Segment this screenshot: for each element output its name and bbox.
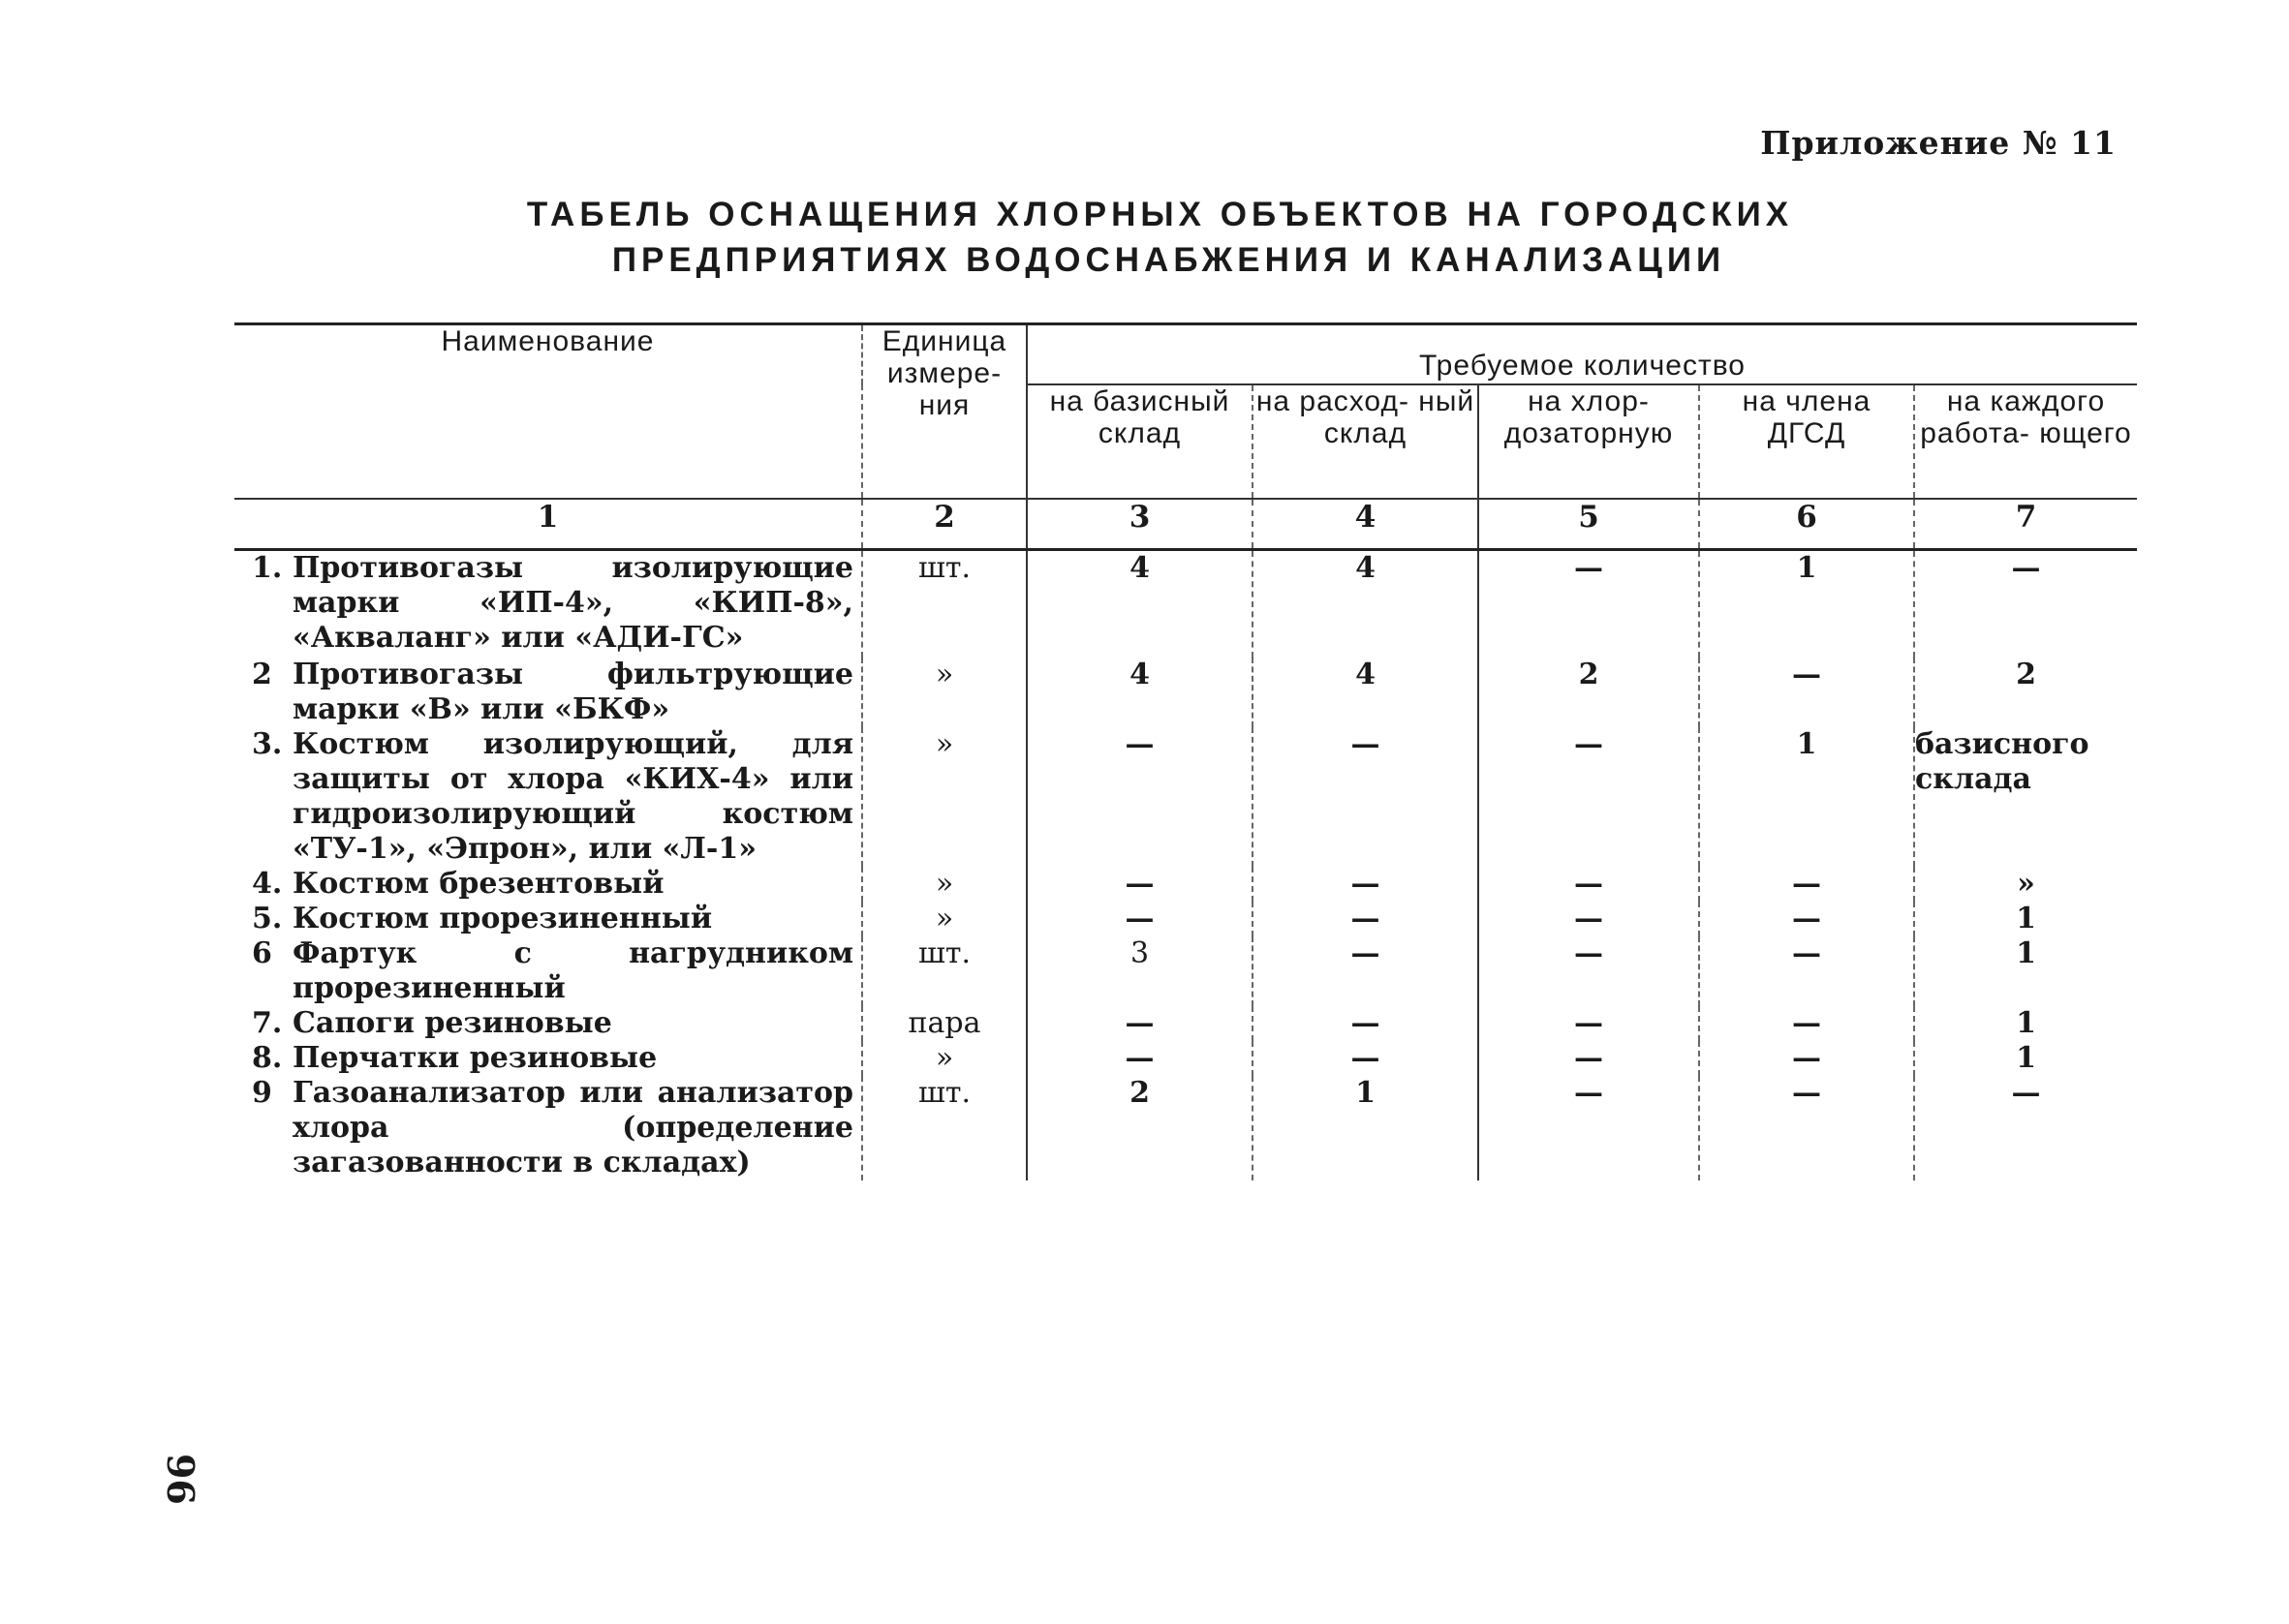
header-col-5: на хлор- дозаторную	[1478, 384, 1699, 499]
row-value-c7: 1	[1914, 902, 2137, 936]
row-name: Противогазы изолирующие марки «ИП-4», «КИП-8», «Акваланг» или «АДИ-ГС»	[293, 551, 853, 655]
table-row	[234, 550, 2137, 659]
title-line-1: ТАБЕЛЬ ОСНАЩЕНИЯ ХЛОРНЫХ ОБЪЕКТОВ НА ГОРОДСКИХ	[526, 196, 1794, 233]
row-value-c4: 4	[1253, 658, 1478, 727]
row-number: 6	[252, 936, 272, 970]
row-value-c5: —	[1478, 1076, 1699, 1180]
row-value-c6: —	[1699, 1006, 1914, 1041]
row-value-c4: —	[1253, 902, 1478, 936]
row-value-c7: 1	[1914, 936, 2137, 1006]
header-required-quantity: Требуемое количество	[1027, 324, 2137, 385]
row-value-c7: »	[1914, 867, 2137, 902]
row-value-c7: 2	[1914, 658, 2137, 727]
row-value-c5: —	[1478, 550, 1699, 659]
row-value-c5: —	[1478, 936, 1699, 1006]
row-number: 9	[252, 1076, 272, 1110]
row-name: Фартук с нагрудником прорезиненный	[293, 936, 853, 1005]
header-unit: Единица измере- ния	[862, 324, 1027, 500]
column-number: 5	[1478, 499, 1699, 550]
page-number: 96	[158, 1454, 202, 1505]
row-name: Газоанализатор или анализатор хлора (определение загазованности в складах)	[293, 1076, 853, 1180]
row-value-c3: —	[1027, 727, 1253, 867]
column-number: 7	[1914, 499, 2137, 550]
table-row	[234, 1076, 2137, 1180]
table-row	[234, 902, 2137, 936]
row-value-c6: —	[1699, 1041, 1914, 1076]
row-value-c4: —	[1253, 1041, 1478, 1076]
row-value-c6: 1	[1699, 550, 1914, 659]
row-number: 2	[252, 658, 272, 691]
row-value-c7: базисного склада	[1914, 727, 2137, 867]
row-value-c5: —	[1478, 727, 1699, 867]
row-name: Перчатки резиновые	[293, 1041, 658, 1075]
column-number: 3	[1027, 499, 1253, 550]
row-value-c3: 4	[1027, 550, 1253, 659]
row-unit: шт.	[862, 936, 1027, 1006]
row-value-c6: —	[1699, 658, 1914, 727]
column-numbers-row	[234, 499, 2137, 550]
row-value-c3: 2	[1027, 1076, 1253, 1180]
row-name: Костюм прорезиненный	[293, 902, 713, 935]
table-row	[234, 936, 2137, 1006]
row-unit: пара	[862, 1006, 1027, 1041]
table-row	[234, 727, 2137, 867]
row-value-c5: —	[1478, 867, 1699, 902]
header-col-6: на члена ДГСД	[1699, 384, 1914, 499]
column-number: 6	[1699, 499, 1914, 550]
row-value-c3: —	[1027, 867, 1253, 902]
row-value-c4: —	[1253, 1006, 1478, 1041]
row-unit: шт.	[862, 1076, 1027, 1180]
row-value-c3: 3	[1027, 936, 1253, 1006]
row-number: 5.	[252, 902, 283, 935]
row-value-c7: —	[1914, 1076, 2137, 1180]
row-unit: шт.	[862, 550, 1027, 659]
row-value-c4: 1	[1253, 1076, 1478, 1180]
row-value-c3: —	[1027, 902, 1253, 936]
row-value-c6: —	[1699, 936, 1914, 1006]
header-col-7: на каждого работа- ющего	[1914, 384, 2137, 499]
row-value-c7: 1	[1914, 1006, 2137, 1041]
row-value-c5: 2	[1478, 658, 1699, 727]
row-value-c5: —	[1478, 1041, 1699, 1076]
row-value-c3: —	[1027, 1006, 1253, 1041]
row-name: Костюм изолирующий, для защиты от хлора «КИХ-4» или гидроизолирующий костюм «ТУ-1», «Эпрон», или «Л-1»	[293, 727, 853, 866]
row-name: Противогазы фильтрующие марки «В» или «БКФ»	[293, 658, 853, 726]
equipment-table	[234, 322, 2137, 1180]
row-unit: »	[862, 867, 1027, 902]
column-number: 1	[234, 499, 862, 550]
row-number: 4.	[252, 867, 283, 901]
header-name: Наименование	[234, 324, 862, 500]
row-value-c6: 1	[1699, 727, 1914, 867]
table-row	[234, 867, 2137, 902]
row-value-c5: —	[1478, 902, 1699, 936]
row-value-c4: —	[1253, 936, 1478, 1006]
row-value-c5: —	[1478, 1006, 1699, 1041]
table-row	[234, 658, 2137, 727]
row-value-c6: —	[1699, 902, 1914, 936]
row-name: Костюм брезентовый	[293, 867, 665, 901]
row-unit: »	[862, 727, 1027, 867]
table-row	[234, 1041, 2137, 1076]
header-col-3: на базисный склад	[1027, 384, 1253, 499]
row-value-c7: —	[1914, 550, 2137, 659]
row-value-c6: —	[1699, 867, 1914, 902]
row-value-c4: —	[1253, 867, 1478, 902]
row-number: 3.	[252, 727, 283, 761]
row-name: Сапоги резиновые	[293, 1006, 612, 1040]
column-number: 2	[862, 499, 1027, 550]
row-value-c7: 1	[1914, 1041, 2137, 1076]
row-value-c4: —	[1253, 727, 1478, 867]
row-unit: »	[862, 902, 1027, 936]
page-title	[0, 192, 2289, 283]
row-value-c4: 4	[1253, 550, 1478, 659]
row-unit: »	[862, 658, 1027, 727]
appendix-label: Приложение № 11	[1760, 124, 2117, 162]
row-unit: »	[862, 1041, 1027, 1076]
row-number: 1.	[252, 551, 283, 585]
row-value-c6: —	[1699, 1076, 1914, 1180]
row-value-c3: 4	[1027, 658, 1253, 727]
row-number: 7.	[252, 1006, 283, 1040]
column-number: 4	[1253, 499, 1478, 550]
row-value-c3: —	[1027, 1041, 1253, 1076]
header-col-4: на расход- ный склад	[1253, 384, 1478, 499]
table-row	[234, 1006, 2137, 1041]
row-number: 8.	[252, 1041, 283, 1075]
title-line-2: ПРЕДПРИЯТИЯХ ВОДОСНАБЖЕНИЯ И КАНАЛИЗАЦИИ	[611, 241, 1726, 279]
